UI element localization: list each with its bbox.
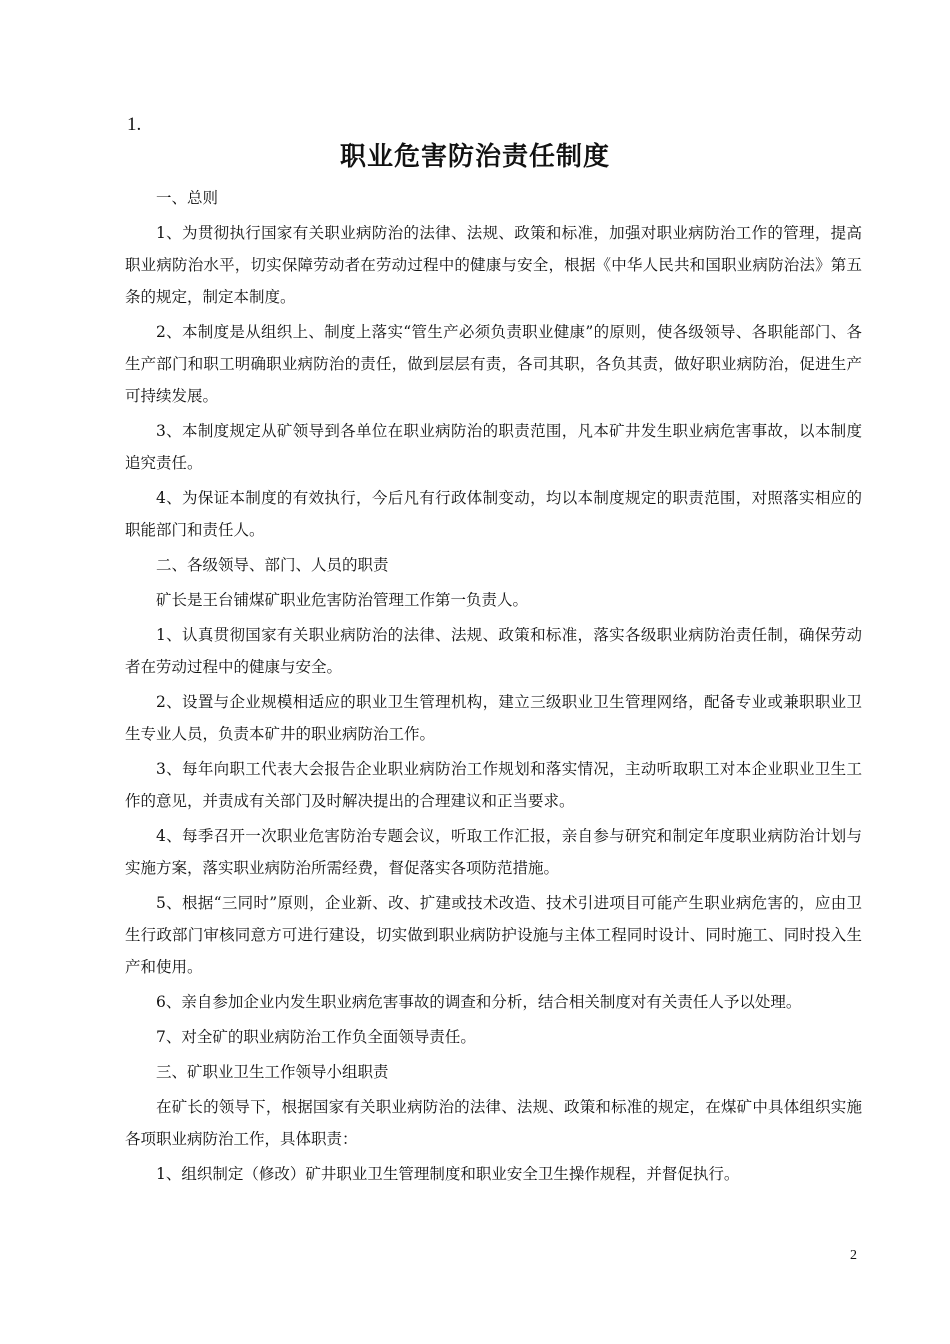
paragraph: 在矿长的领导下，根据国家有关职业病防治的法律、法规、政策和标准的规定，在煤矿中具体组织实施各项职业病防治工作，具体职责：	[125, 1098, 862, 1148]
document-title: 职业危害防治责任制度	[339, 142, 610, 172]
paragraph: 2、设置与企业规模相适应的职业卫生管理机构，建立三级职业卫生管理网络，配备专业或兼职职业卫生专业人员，负责本矿井的职业病防治工作。	[125, 693, 862, 743]
section-heading-general: 一、总则	[156, 189, 219, 207]
section-heading-duties: 二、各级领导、部门、人员的职责	[156, 556, 389, 574]
paragraph: 4、每季召开一次职业危害防治专题会议，听取工作汇报，亲自参与研究和制定年度职业病防治计划与实施方案，落实职业病防治所需经费，督促落实各项防范措施。	[125, 827, 862, 877]
list-number: 1.	[127, 114, 142, 135]
paragraph: 4、为保证本制度的有效执行，今后凡有行政体制变动，均以本制度规定的职责范围，对照落实相应的职能部门和责任人。	[125, 489, 862, 539]
paragraph: 3、每年向职工代表大会报告企业职业病防治工作规划和落实情况，主动听取职工对本企业职业卫生工作的意见，并责成有关部门及时解决提出的合理建议和正当要求。	[125, 760, 862, 810]
document-body	[125, 182, 862, 1193]
paragraph: 矿长是王台铺煤矿职业危害防治管理工作第一负责人。	[156, 591, 529, 609]
page-number: 2	[850, 1248, 857, 1263]
paragraph: 3、本制度规定从矿领导到各单位在职业病防治的职责范围，凡本矿井发生职业病危害事故，以本制度追究责任。	[125, 422, 862, 472]
paragraph: 2、本制度是从组织上、制度上落实“管生产必须负责职业健康”的原则，使各级领导、各职能部门、各生产部门和职工明确职业病防治的责任，做到层层有责，各司其职，各负其责，做好职业病防治，促进生产可持续发展。	[125, 323, 862, 405]
paragraph: 5、根据“三同时”原则，企业新、改、扩建或技术改造、技术引进项目可能产生职业病危害的，应由卫生行政部门审核同意方可进行建设，切实做到职业病防护设施与主体工程同时设计、同时施工、同时投入生产和使用。	[125, 894, 862, 976]
paragraph: 1、为贯彻执行国家有关职业病防治的法律、法规、政策和标准，加强对职业病防治工作的管理，提高职业病防治水平，切实保障劳动者在劳动过程中的健康与安全，根据《中华人民共和国职业病防治法》第五条的规定，制定本制度。	[125, 224, 862, 306]
paragraph: 1、组织制定（修改）矿井职业卫生管理制度和职业安全卫生操作规程，并督促执行。	[156, 1165, 740, 1183]
paragraph: 7、对全矿的职业病防治工作负全面领导责任。	[156, 1028, 476, 1046]
section-heading-leadership-group: 三、矿职业卫生工作领导小组职责	[156, 1063, 389, 1081]
paragraph: 1、认真贯彻国家有关职业病防治的法律、法规、政策和标准，落实各级职业病防治责任制，确保劳动者在劳动过程中的健康与安全。	[125, 626, 862, 676]
paragraph: 6、亲自参加企业内发生职业病危害事故的调查和分析，结合相关制度对有关责任人予以处理。	[156, 993, 802, 1011]
